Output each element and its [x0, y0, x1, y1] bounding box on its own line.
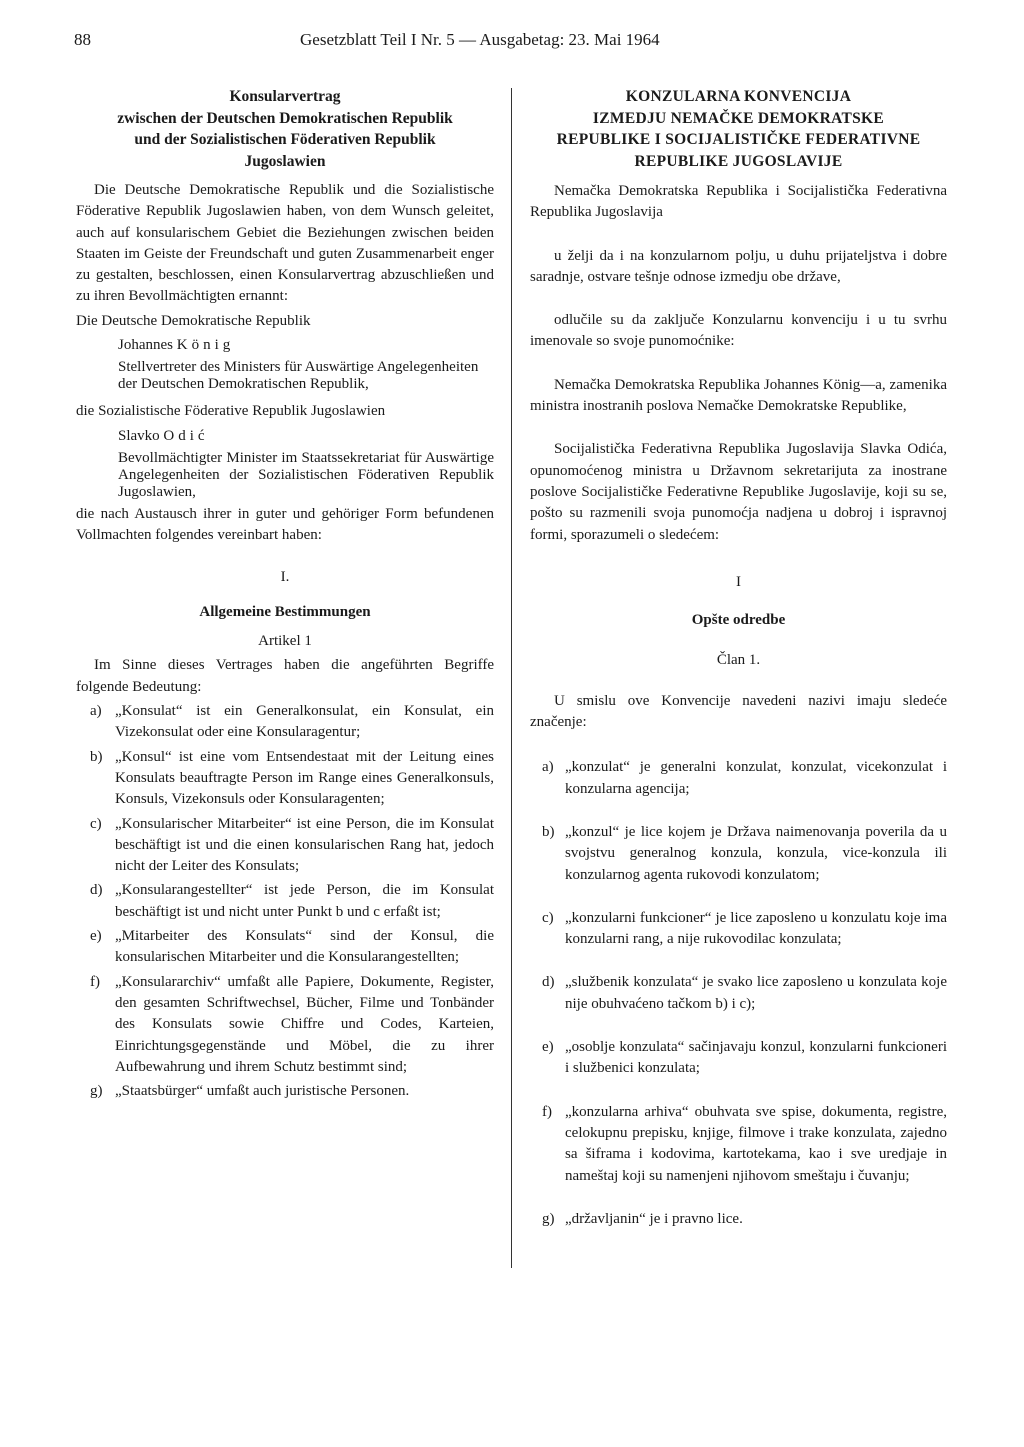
list-item: f) „Konsulararchiv“ umfaßt alle Papiere, Dokumente, Register, den gesamten Schriftwechsel, Bücher, Filme und Tonbänder des Konsulats sowie Chiffre und Codes, Karteien, Einrichtungsgegenstände und Möbel, die zu ihrer Aufbewahrung und ihrem Schutz bestimmt sind;	[90, 973, 494, 1075]
list-item: d) „službenik konzulata“ je svako lice zaposleno u konzulata koje nije obuhvaćeno tačkom b) i c);	[542, 974, 947, 1012]
german-representative-1: Johannes König	[118, 337, 235, 354]
german-party-1: Die Deutsche Demokratische Republik	[76, 312, 311, 329]
german-section-number: I.	[280, 568, 290, 585]
serbian-representative-1: Nemačka Demokratska Republika Johannes König—a, zamenika ministra inostranih poslova Nemačke Demokratske Republike,	[530, 376, 947, 415]
list-item: g) „državljanin“ je i pravno lice.	[542, 1210, 743, 1227]
list-item: e) „Mitarbeiter des Konsulats“ sind der Konsul, die konsularischen Mitarbeiter und die Konsularangestellten;	[90, 928, 494, 966]
serbian-representative-2: Socijalistička Federativna Republika Jugoslavija Slavka Odića, opunomoćenog ministra u Državnom sekretarijuta za inostrane poslove Socijalističke Federativne Republike Jugoslavije, koji su se, pošto su razmenili svoja punomoćja nadjena u dobroj i ispravnoj formi, sporazumeli o sledećem:	[530, 441, 947, 543]
serbian-treaty-title: KONZULARNA KONVENCIJA IZMEDJU NEMAČKE DEMOKRATSKE REPUBLIKE I SOCIJALISTIČKE FEDERATIVNE REPUBLIKE JUGOSLAVIJE	[556, 88, 921, 170]
list-item: c) „Konsularischer Mitarbeiter“ ist eine Person, die im Konsulat beschäftigt ist und die einen konsularischen Rang hat, jedoch nicht der Leiter des Konsulats;	[90, 815, 494, 875]
gazette-title: Gesetzblatt Teil I Nr. 5 — Ausgabetag: 23. Mai 1964	[300, 30, 660, 49]
german-column	[76, 86, 494, 1102]
german-preamble: Die Deutsche Demokratische Republik und die Sozialistische Föderative Republik Jugoslawien haben, von dem Wunsch geleitet, auch auf konsularischem Gebiet die Beziehungen zwischen beiden Staaten im Geiste der Freundschaft und guten Zusammenarbeit enger zu gestalten, beschlossen, einen Konsularvertrag abzuschließen und zu ihren Bevollmächtigten ernannt:	[76, 182, 494, 305]
german-section-title: Allgemeine Bestimmungen	[199, 603, 371, 620]
german-party-2: die Sozialistische Föderative Republik Jugoslawien	[76, 403, 386, 420]
serbian-decision: odlučile su da zaključe Konzularnu konvenciju i u tu svrhu imenovale so svoje punomoćnike:	[530, 312, 947, 350]
german-definitions-list	[76, 701, 494, 1102]
list-item: e) „osoblje konzulata“ sačinjavaju konzul, konzularni funkcioneri i službenici konzulata;	[542, 1039, 947, 1077]
serbian-motivation: u želji da i na konzularnom polju, u duhu prijateljstva i dobre saradnje, ostvare tešnje odnose izmedju obe države,	[530, 247, 947, 285]
serbian-definitions-list	[530, 757, 947, 1230]
serbian-section-title: Opšte odredbe	[691, 612, 786, 629]
list-item: g) „Staatsbürger“ umfaßt auch juristische Personen.	[90, 1083, 410, 1100]
german-treaty-title: Konsularvertrag zwischen der Deutschen Demokratischen Republik und der Sozialistischen Föderativen Republik Jugoslawien	[117, 88, 453, 170]
german-closing: die nach Austausch ihrer in guter und gehöriger Form befundenen Vollmachten folgendes vereinbart haben:	[76, 505, 494, 544]
german-representative-2: Slavko Odić	[118, 427, 209, 444]
list-item: c) „konzularni funkcioner“ je lice zaposleno u konzulatu koje ima konzularni rang, a nije rukovodilac konzulata;	[542, 909, 947, 948]
list-item: a) „Konsulat“ ist ein Generalkonsulat, ein Konsulat, ein Vizekonsulat oder eine Konsularagentur;	[90, 703, 494, 741]
list-item: d) „Konsularangestellter“ ist jede Person, die im Konsulat beschäftigt ist und nicht unter Punkt b und c erfaßt ist;	[90, 882, 494, 920]
serbian-definitions-intro: U smislu ove Konvencije navedeni nazivi imaju sledeće značenje:	[530, 692, 947, 731]
page-number: 88	[74, 30, 91, 49]
list-item: a) „konzulat“ je generalni konzulat, konzulat, vicekonzulat i konzularna agencija;	[542, 759, 947, 797]
serbian-parties: Nemačka Demokratska Republika i Socijalistička Federativna Republika Jugoslavija	[530, 183, 947, 221]
german-representative-1-role: Stellvertreter des Ministers für Auswärtige Angelegenheiten der Deutschen Demokratischen Republik,	[118, 359, 479, 393]
german-definitions-intro: Im Sinne dieses Vertrages haben die angeführten Begriffe folgende Bedeutung:	[76, 657, 494, 695]
page-header	[74, 30, 754, 58]
serbian-column	[530, 86, 947, 1230]
german-representative-2-role: Bevollmächtigter Minister im Staatssekretariat für Auswärtige Angelegenheiten der Sozialistischen Föderativen Republik Jugoslawien,	[118, 449, 494, 500]
list-item: b) „konzul“ je lice kojem je Država naimenovanja poverila da u svojstvu generalnog konzula, konzula, vice-konzula ili konzularnog agenta rukovodi konzulatom;	[542, 823, 947, 883]
german-article-heading: Artikel 1	[258, 633, 312, 650]
serbian-article-heading: Član 1.	[716, 652, 761, 669]
column-divider	[511, 88, 512, 1268]
list-item: b) „Konsul“ ist eine vom Entsendestaat mit der Leitung eines Konsulats beauftragte Person im Range eines Generalkonsuls, Konsuls, Vizekonsuls oder Konsularagenten;	[90, 748, 494, 808]
serbian-section-number: I	[736, 573, 741, 590]
list-item: f) „konzularna arhiva“ obuhvata sve spise, dokumenta, registre, celokupnu prepisku, knjige, filmove i trake konzulata, zajedno sa šiframa i kodovima, kartotekama, kao i sve uredjaje in nameštaj koji su namenjeni njihovom smeštaju i čuvanju;	[542, 1103, 947, 1184]
